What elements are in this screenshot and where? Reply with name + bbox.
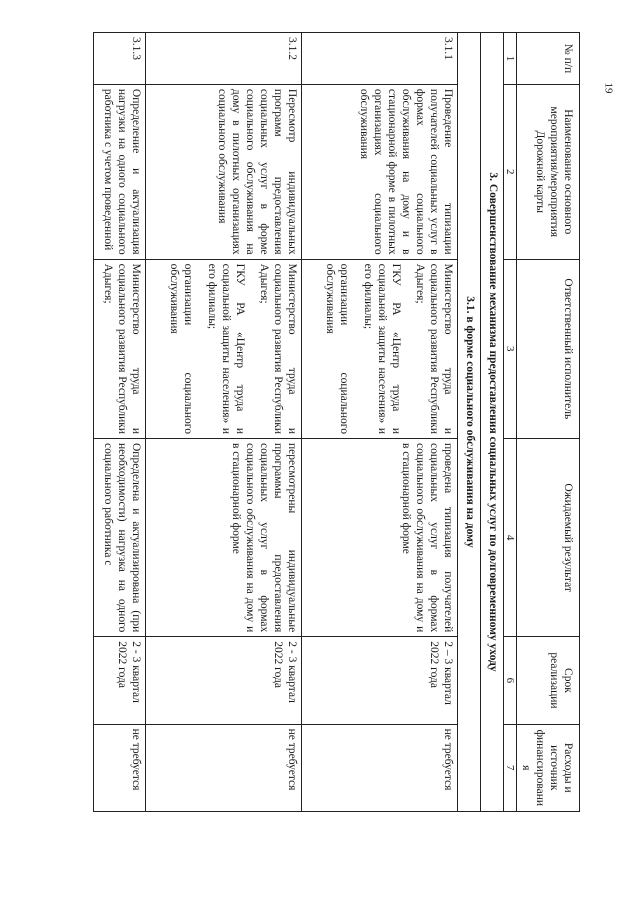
row-cost: не требуется (146, 724, 302, 811)
row-executor (146, 259, 302, 438)
executor-ministry: Министерство труда и социального развития Республики Адыгея; (414, 263, 454, 434)
executor-organizations: организации социального обслуживания (168, 263, 194, 434)
row-cost: не требуется (94, 724, 146, 811)
header-name: Наименование основного мероприятия/мероприятия Дорожной карты (517, 84, 580, 259)
subsection-title: 3.1. в форме социального обслуживания на дому (458, 33, 481, 812)
header-executor: Ответственный исполнитель (517, 259, 580, 438)
table-row (146, 33, 302, 812)
row-executor (302, 259, 458, 438)
header-cost: Расходы и источник финансировани я (517, 724, 580, 811)
executor-ministry: Министерство труда и социального развития Республики Адыгея; (258, 263, 298, 434)
header-row (517, 33, 580, 812)
row-result: проведена типизация получателей социальных услуг в формах социального обслуживания на дому и в стационарной форме (302, 438, 458, 636)
row-result: Определена и актуализирована (при необходимости) нагрузка на одного социального работника с (94, 438, 146, 636)
column-number: 2 (504, 84, 517, 259)
row-executor (94, 259, 146, 438)
column-number: 4 (504, 438, 517, 636)
column-number: 3 (504, 259, 517, 438)
executor-ministry: Министерство труда и социального развития Республики Адыгея; (102, 263, 142, 434)
column-number: 7 (504, 724, 517, 811)
roadmap-table (93, 32, 580, 812)
row-name: Определение и актуализация нагрузки на одного социального работника с учетом проведенной (94, 84, 146, 259)
column-number: 6 (504, 637, 517, 724)
section-row (481, 33, 504, 812)
table-row (94, 33, 146, 812)
header-term: Срок реализации (517, 637, 580, 724)
header-result: Ожидаемый результат (517, 438, 580, 636)
row-name: Проведение типизации получателей социальных услуг в формах социального обслуживания на дому и в стационарной форме в пилотных организациях социального обслуживания (302, 84, 458, 259)
column-number: 1 (504, 33, 517, 85)
header-num: № п/п (517, 33, 580, 85)
row-term: 2 - 3 квартал 2022 года (146, 637, 302, 724)
row-number: 3.1.3 (94, 33, 146, 85)
executor-center: ГКУ РА «Центр труда и социальной защиты населения» и его филиалы; (362, 263, 402, 434)
row-result: пересмотрены индивидуальные программы предоставления социальных услуг в формах социального обслуживания на дому и в стационарной форме (146, 438, 302, 636)
executor-center: ГКУ РА «Центр труда и социальной защиты населения» и его филиалы; (206, 263, 246, 434)
table-row (302, 33, 458, 812)
column-number-row (504, 33, 517, 812)
row-term: 2 - 3 квартал 2022 года (94, 637, 146, 724)
subsection-row (458, 33, 481, 812)
section-title: 3. Совершенствование механизма предоставления социальных услуг по долговременному уходу (481, 33, 504, 812)
row-name: Пересмотр индивидуальных программ предоставления социальных услуг в форме социального обслуживания на дому в пилотных организациях социального обслуживания (146, 84, 302, 259)
executor-organizations: организации социального обслуживания (324, 263, 350, 434)
page-number: 19 (602, 82, 615, 94)
row-cost: не требуется (302, 724, 458, 811)
row-number: 3.1.1 (302, 33, 458, 85)
row-term: 2 – 3 квартал 2022 года (302, 637, 458, 724)
row-number: 3.1.2 (146, 33, 302, 85)
rotated-table-wrapper (20, 32, 580, 812)
